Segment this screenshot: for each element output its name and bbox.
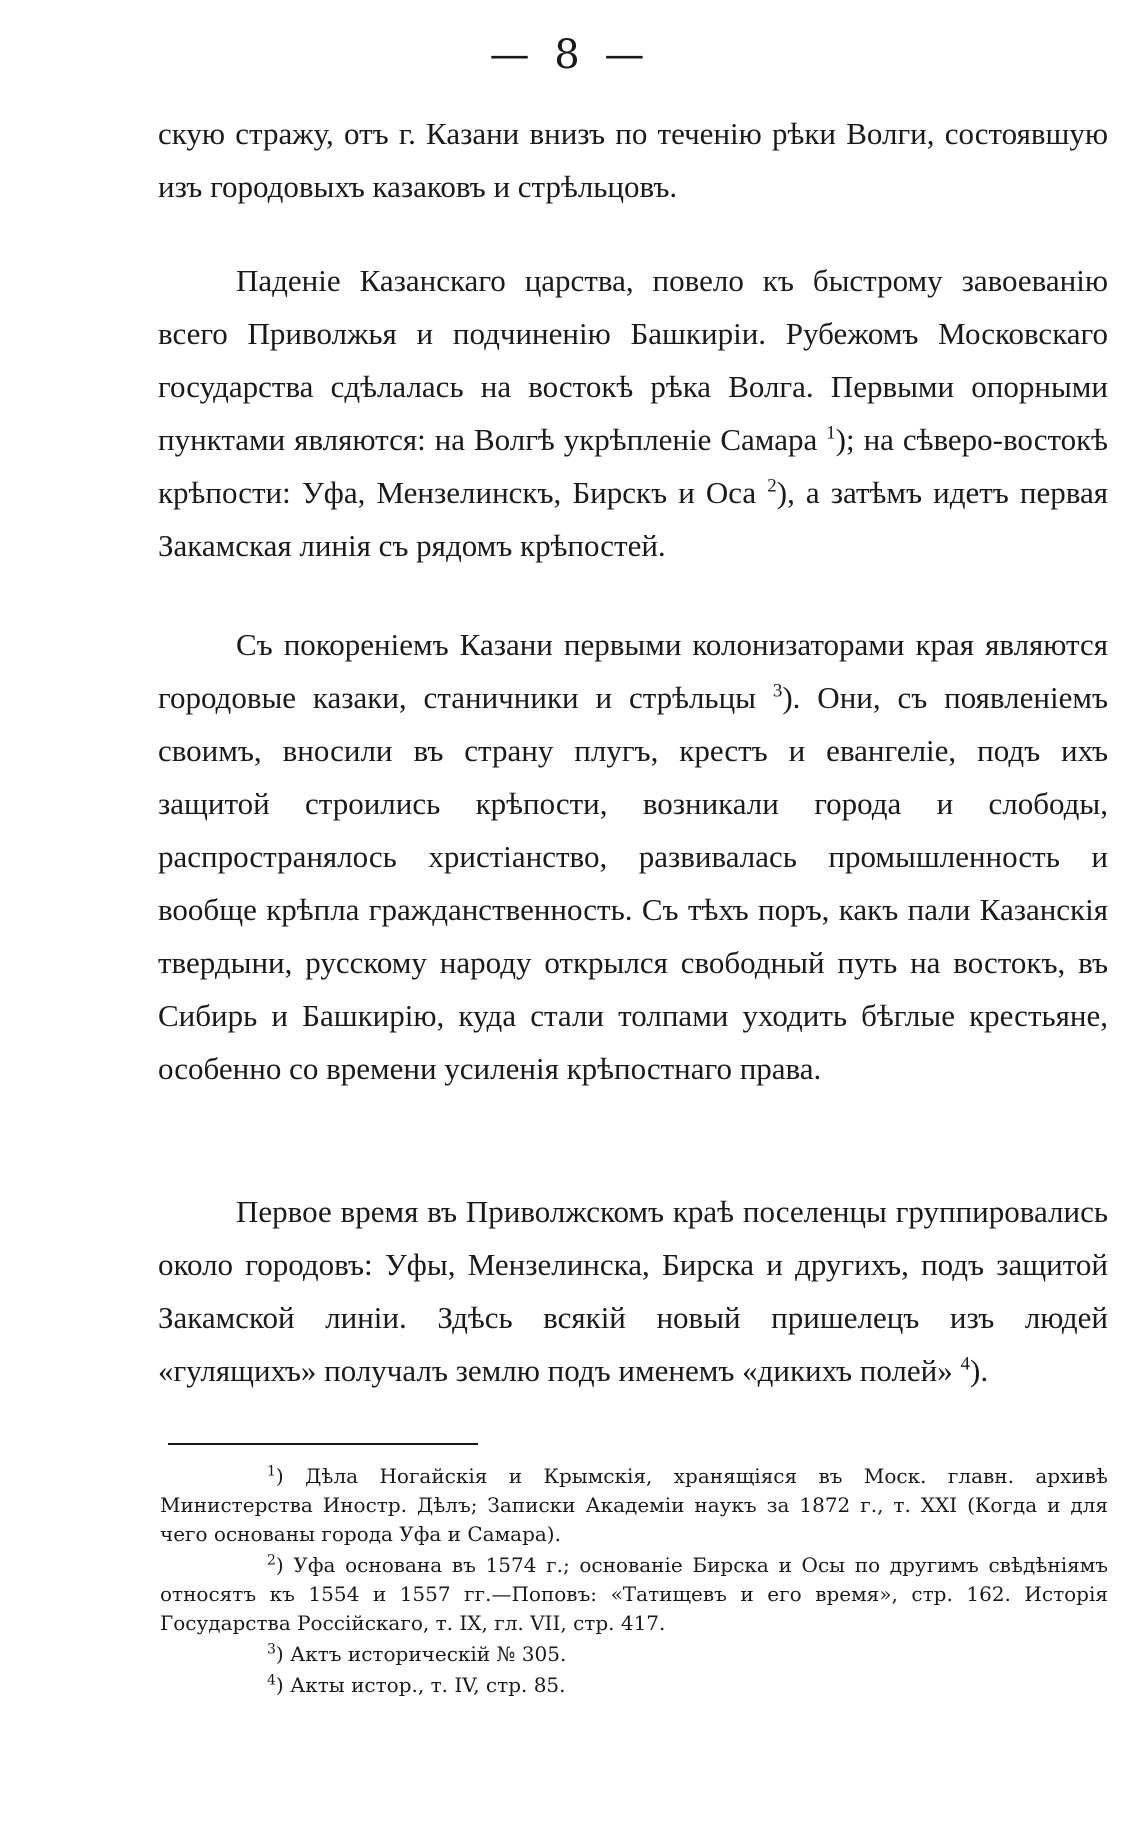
footnote-ref-1: 1 bbox=[826, 422, 836, 444]
footnote-text: ) Уфа основана въ 1574 г.; основаніе Бирска и Осы по другимъ свѣдѣніямъ относятъ къ 1554 и 1557 гг.—Поповъ: «Татищевъ и его время», стр. 162. Исторія Государства Россійскаго, т. IX, гл. VII, стр. 417. bbox=[160, 1553, 1108, 1635]
paragraph-colonizers bbox=[158, 618, 1108, 1095]
footnote-text: ) Дѣла Ногайскія и Крымскія, хранящіяся въ Моск. главн. архивѣ Министерства Иностр. Дѣлъ; Записки Академіи наукъ за 1872 г., т. XXI (Когда и для чего основаны города Уфа и Самара). bbox=[160, 1464, 1108, 1546]
footnotes bbox=[160, 1462, 1108, 1702]
footnote-2 bbox=[160, 1551, 1108, 1638]
paragraph-settlers bbox=[158, 1185, 1108, 1397]
footnote-number: 2 bbox=[267, 1552, 276, 1569]
footnote-4 bbox=[160, 1671, 1108, 1700]
paragraph-text: ), а затѣмъ идетъ первая Закамская линія съ рядомъ крѣпостей. bbox=[158, 475, 1109, 563]
footnote-number: 3 bbox=[267, 1641, 276, 1658]
footnote-ref-4: 4 bbox=[960, 1353, 970, 1375]
page-number: — 8 — bbox=[489, 32, 651, 78]
paragraph-text: Съ покореніемъ Казани первыми колонизаторами края являются городовые казаки, станичники и стрѣльцы bbox=[158, 627, 1108, 715]
paragraph-text: скую стражу, отъ г. Казани внизъ по теченію рѣки Волги, состоявшую изъ городовыхъ казаковъ и стрѣльцовъ. bbox=[158, 116, 1108, 204]
footnote-ref-2: 2 bbox=[767, 475, 777, 497]
paragraph-text: Паденіе Казанскаго царства, повело къ быстрому завоеванію всего Приволжья и подчиненію Башкиріи. Рубежомъ Московскаго государства сдѣлалась на востокѣ рѣка Волга. Первыми опорными пунктами являются: на Волгѣ укрѣпленіе Самара bbox=[158, 263, 1108, 457]
footnote-number: 1 bbox=[267, 1463, 276, 1480]
footnote-text: ) Акты истор., т. IV, стр. 85. bbox=[275, 1673, 566, 1697]
paragraph-kazan-fall bbox=[158, 254, 1108, 572]
footnote-text: ) Актъ историческій № 305. bbox=[275, 1642, 567, 1666]
footnote-1 bbox=[160, 1462, 1108, 1549]
paragraph-text: Первое время въ Приволжскомъ краѣ поселенцы группировались около городовъ: Уфы, Мензелинска, Бирска и другихъ, подъ защитой Закамской линіи. Здѣсь всякій новый пришелецъ изъ людей «гулящихъ» получалъ землю подъ именемъ «дикихъ полей» bbox=[158, 1194, 1108, 1388]
footnote-3 bbox=[160, 1640, 1108, 1669]
paragraph-continuation bbox=[158, 107, 1108, 213]
footnote-separator bbox=[168, 1443, 478, 1445]
paragraph-text: ). bbox=[970, 1353, 989, 1388]
paragraph-text: ); на сѣверо-востокѣ крѣпости: Уфа, Мензелинскъ, Бирскъ и Оса bbox=[158, 422, 1108, 510]
footnote-number: 4 bbox=[267, 1672, 276, 1689]
paragraph-text: ). Они, съ появленіемъ своимъ, вносили въ страну плугъ, крестъ и евангеліе, подъ ихъ защитой строились крѣпости, возникали города и слободы, распространялось христіанство, развивалась промышленность и вообще крѣпла гражданственность. Съ тѣхъ поръ, какъ пали Казанскія твердыни, русскому народу открылся свободный путь на востокъ, въ Сибирь и Башкирію, куда стали толпами уходить бѣглые крестьяне, особенно со времени усиленія крѣпостнаго права. bbox=[158, 680, 1108, 1086]
footnote-ref-3: 3 bbox=[772, 680, 783, 702]
